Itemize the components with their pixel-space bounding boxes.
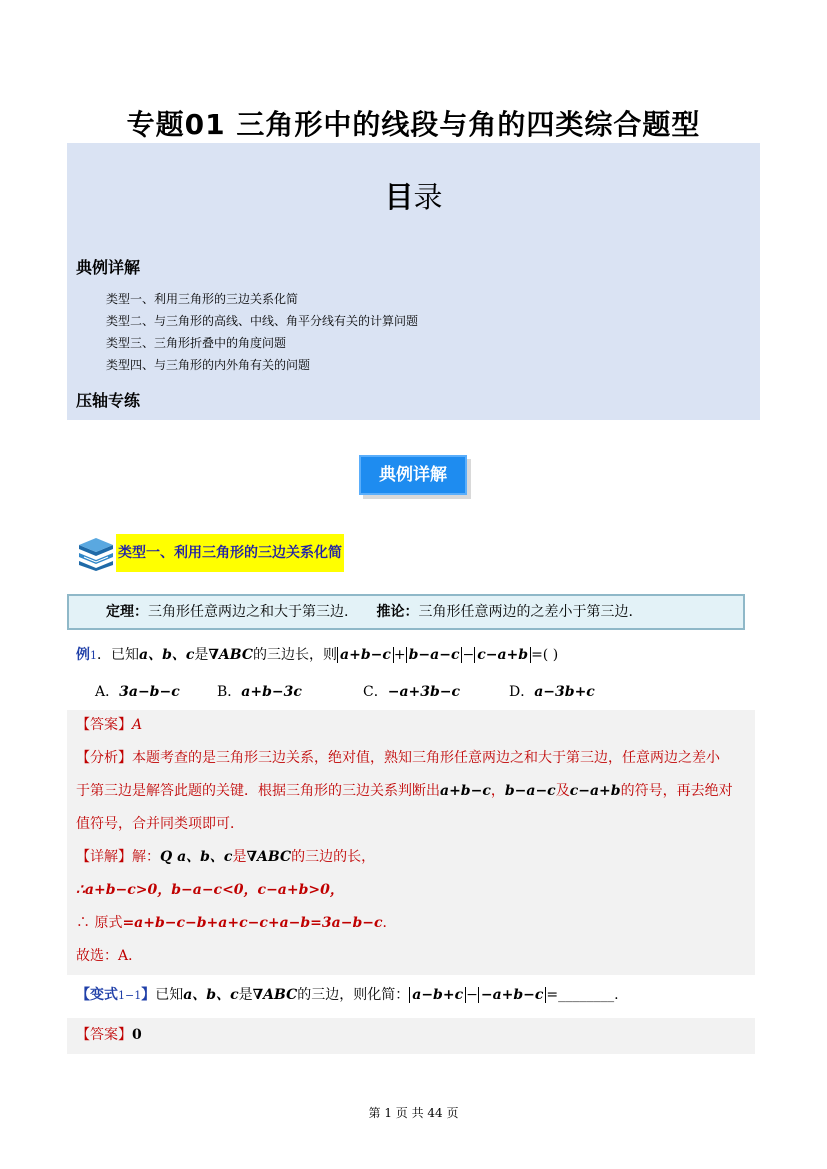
corollary-text: 三角形任意两边的之差小于第三边.: [418, 604, 633, 620]
detail-line-1: 【详解】解：Q a、b、c是∇ABC的三边的长，: [76, 849, 376, 865]
type1-title: 类型一、利用三角形的三边关系化简: [116, 534, 344, 572]
theorem-text: 三角形任意两边之和大于第三边.: [148, 604, 349, 620]
option-d[interactable]: D．a−3b+c: [509, 684, 595, 700]
toc-item-type3[interactable]: 类型三、三角形折叠中的角度问题: [106, 336, 287, 350]
toc-section-examples[interactable]: 典例详解: [76, 258, 141, 277]
corollary-label: 推论：: [376, 604, 419, 620]
toc-heading: 目录: [384, 180, 443, 214]
analysis-line-1: 【分析】本题考查的是三角形三边关系，绝对值，熟知三角形任意两边之和大于第三边，任意两边之差小: [76, 750, 720, 766]
answer1-line: 【答案】A: [76, 717, 143, 733]
table-of-contents: [67, 143, 760, 420]
badge-label: 典例详解: [359, 455, 467, 495]
answer2-line: 【答案】0: [76, 1027, 142, 1043]
theorem-box: [67, 594, 745, 630]
answer-box-2: [67, 1018, 755, 1054]
toc-item-type2[interactable]: 类型二、与三角形的高线、中线、角平分线有关的计算问题: [106, 314, 419, 328]
option-b[interactable]: B．a+b−3c: [217, 684, 302, 700]
analysis-line-3: 值符号，合并同类项即可．: [76, 816, 244, 832]
books-icon: [76, 535, 116, 571]
page-title: 专题01 三角形中的线段与角的四类综合题型: [126, 108, 701, 141]
detail-line-3: ∴ 原式=a+b−c−b+a+c−c+a−b=3a−b−c．: [76, 915, 397, 931]
option-c[interactable]: C．−a+3b−c: [363, 684, 461, 700]
toc-item-type1[interactable]: 类型一、利用三角形的三边关系化简: [106, 292, 299, 306]
example1-question: 例1．已知a、b、c是∇ABC的三边长，则 a+b−c + b−a−c − c−a+b =( ): [76, 647, 559, 663]
theorem-label: 定理：: [106, 604, 148, 620]
toc-section-practice[interactable]: 压轴专练: [76, 391, 141, 410]
toc-item-type4[interactable]: 类型四、与三角形的内外角有关的问题: [106, 358, 311, 372]
page-footer: 第 1 页 共 44 页: [368, 1106, 459, 1120]
section-badge: [359, 455, 473, 499]
analysis-line-2: 于第三边是解答此题的关键．根据三角形的三边关系判断出a+b−c，b−a−c及c−a+b的符号，再去绝对: [76, 783, 733, 799]
variant1-question: 【变式1−1】已知a、b、c是∇ABC的三边，则化简： a−b+c − −a+b−c =________.: [76, 987, 619, 1003]
conclusion-line: 故选：A．: [76, 948, 143, 964]
detail-line-2: ∴a+b−c>0，b−a−c<0，c−a+b>0，: [76, 882, 344, 898]
option-a[interactable]: A．3a−b−c: [95, 684, 180, 700]
toc-item-list: [106, 288, 418, 376]
